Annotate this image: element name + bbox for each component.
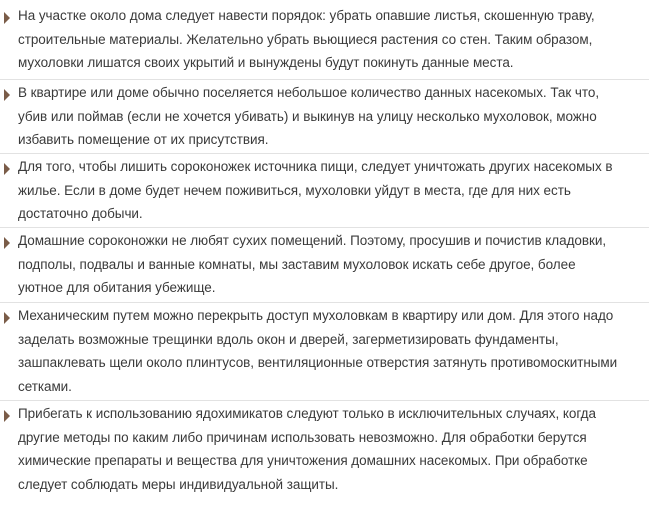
text-line: В квартире или доме обычно поселяется небольшое количество данных насекомых. Так что, <box>18 85 600 100</box>
text-line: уютное для обитания убежище. <box>18 280 216 295</box>
text-line: Механическим путем можно перекрыть доступ мухоловкам в квартиру или дом. Для этого надо <box>18 308 614 323</box>
text-line: сетками. <box>18 378 72 394</box>
divider <box>0 227 649 228</box>
list-item <box>0 402 649 496</box>
text-line: подполы, подвалы и ванные комнаты, мы заставим мухоловок искать себе другое, более <box>18 256 576 272</box>
list-item-text <box>18 4 643 75</box>
divider <box>0 153 649 154</box>
text-line: Для того, чтобы лишить сороконожек источника пищи, следует уничтожать других насекомых в <box>18 159 613 174</box>
text-line: На участке около дома следует навести порядок: убрать опавшие листья, скошенную траву, <box>18 8 595 23</box>
divider <box>0 400 649 401</box>
text-line: химические препараты и вещества для уничтожения домашних насекомых. При обработке <box>18 453 588 468</box>
text-line: жилье. Если в доме будет нечем поживиться, мухоловки уйдут в места, где для них есть <box>18 182 571 198</box>
list-item <box>0 229 649 300</box>
divider <box>0 79 649 80</box>
list-item <box>0 304 649 398</box>
text-line: строительные материалы. Желательно убрать вьющиеся растения со стен. Таким образом, <box>18 31 593 47</box>
text-line: следует соблюдать меры индивидуальной защиты. <box>18 476 339 492</box>
list-item-text <box>18 155 643 226</box>
list-item <box>0 4 649 75</box>
divider <box>0 302 649 303</box>
list-item-text <box>18 81 643 152</box>
text-line: Прибегать к использованию ядохимикатов следуют только в исключительных случаях, когда <box>18 406 596 421</box>
list-item <box>0 81 649 152</box>
text-line: зашпаклевать щели около плинтусов, вентиляционные отверстия затянуть противомоскитными <box>18 355 618 370</box>
list-item-text <box>18 229 643 300</box>
text-line: другие методы по каким либо причинам использовать невозможно. Для обработки берутся <box>18 429 587 445</box>
list-item-text <box>18 402 643 496</box>
text-line: Домашние сороконожки не любят сухих помещений. Поэтому, просушив и почистив кладовки, <box>18 233 607 248</box>
text-line: убив или поймав (если не хочется убивать) и выкинув на улицу несколько мухоловок, можно <box>18 108 597 124</box>
text-line: заделать возможные трещинки вдоль окон и дверей, загерметизировать фундаменты, <box>18 331 559 347</box>
list-item <box>0 155 649 226</box>
text-line: достаточно добычи. <box>18 206 143 221</box>
list-item-text <box>18 304 643 398</box>
text-line: избавить помещение от их присутствия. <box>18 132 269 147</box>
text-line: мухоловки лишатся своих укрытий и вынуждены будут покинуть данные места. <box>18 55 514 70</box>
